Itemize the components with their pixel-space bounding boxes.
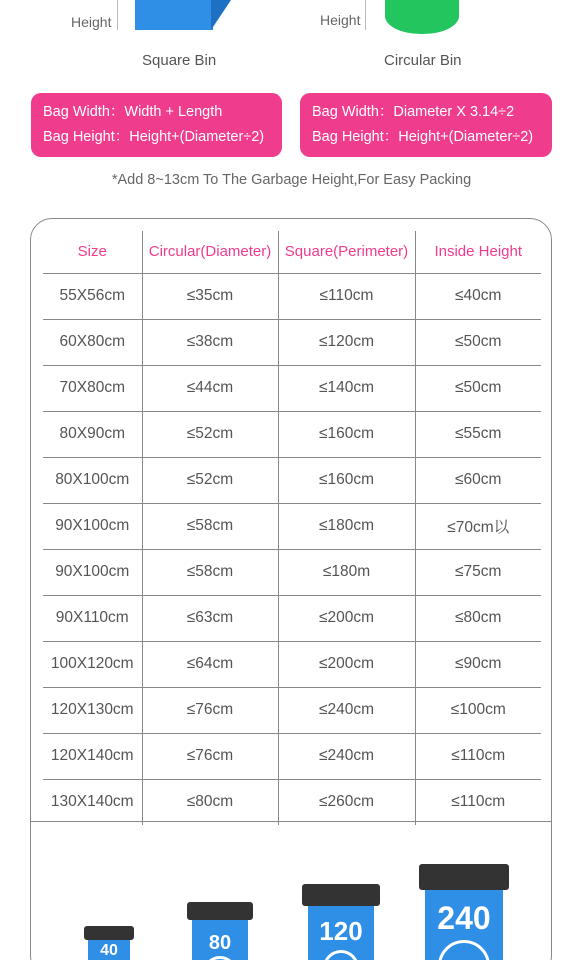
- cell-inside-height: ≤60cm: [415, 457, 541, 503]
- header-square: Square(Perimeter): [278, 231, 415, 273]
- square-bin-caption: Square Bin: [142, 52, 217, 69]
- cell-circular-diameter: ≤52cm: [142, 457, 278, 503]
- cell-size: 120X130cm: [43, 687, 142, 733]
- table-header-row: [43, 231, 541, 273]
- cell-square-perimeter: ≤240cm: [278, 733, 415, 779]
- cell-size: 70X80cm: [43, 365, 142, 411]
- cell-inside-height: ≤55cm: [415, 411, 541, 457]
- circular-bag-height-formula: Bag Height：Height+(Diameter÷2): [312, 129, 534, 145]
- cell-size: 120X140cm: [43, 733, 142, 779]
- header-size: Size: [43, 231, 142, 273]
- cell-square-perimeter: ≤120cm: [278, 319, 415, 365]
- cell-circular-diameter: ≤35cm: [142, 273, 278, 319]
- square-bin-height-line: [117, 0, 118, 30]
- circular-bag-width-formula: Bag Width：Diameter X 3.14÷2: [312, 104, 515, 120]
- cell-square-perimeter: ≤180m: [278, 549, 415, 595]
- table-row: [43, 595, 541, 641]
- cell-size: 55X56cm: [43, 273, 142, 319]
- cell-square-perimeter: ≤140cm: [278, 365, 415, 411]
- cell-inside-height: ≤110cm: [415, 733, 541, 779]
- cell-square-perimeter: ≤110cm: [278, 273, 415, 319]
- cell-size: 90X100cm: [43, 503, 142, 549]
- header-inside-height: Inside Height: [415, 231, 541, 273]
- cell-inside-height: ≤80cm: [415, 595, 541, 641]
- cell-inside-height: ≤110cm: [415, 779, 541, 825]
- cell-inside-height: ≤90cm: [415, 641, 541, 687]
- cell-square-perimeter: ≤240cm: [278, 687, 415, 733]
- packing-note: *Add 8~13cm To The Garbage Height,For Easy Packing: [111, 172, 472, 188]
- cell-circular-diameter: ≤64cm: [142, 641, 278, 687]
- square-bin-height-label: Height: [71, 14, 112, 30]
- square-bin-icon: [135, 0, 213, 30]
- cell-square-perimeter: ≤200cm: [278, 641, 415, 687]
- cell-size: 90X100cm: [43, 549, 142, 595]
- size-table-container: [30, 218, 552, 960]
- cell-circular-diameter: ≤52cm: [142, 411, 278, 457]
- cell-square-perimeter: ≤160cm: [278, 411, 415, 457]
- cell-size: 100X120cm: [43, 641, 142, 687]
- cell-inside-height: ≤75cm: [415, 549, 541, 595]
- table-row: [43, 273, 541, 319]
- bin-illustration: [0, 0, 583, 80]
- circular-bag-formula: [300, 93, 552, 157]
- table-row: [43, 319, 541, 365]
- table-row: [43, 687, 541, 733]
- cell-circular-diameter: ≤63cm: [142, 595, 278, 641]
- circular-bin-icon: [385, 0, 459, 34]
- bin-lid-icon: [84, 926, 134, 940]
- table-row: [43, 365, 541, 411]
- bin-size-label: 80: [208, 932, 232, 954]
- cell-inside-height: ≤50cm: [415, 319, 541, 365]
- circular-bin-caption: Circular Bin: [384, 52, 462, 69]
- bin-size-label: 240: [437, 900, 491, 936]
- bin-lid-icon: [187, 902, 253, 920]
- square-bag-formula: [31, 93, 282, 157]
- cell-size: 80X90cm: [43, 411, 142, 457]
- table-row: [43, 457, 541, 503]
- bin-lid-icon: [302, 884, 380, 906]
- table-row: [43, 549, 541, 595]
- cell-circular-diameter: ≤80cm: [142, 779, 278, 825]
- table-row: [43, 779, 541, 825]
- cell-circular-diameter: ≤58cm: [142, 549, 278, 595]
- table-row: [43, 641, 541, 687]
- cell-inside-height: ≤40cm: [415, 273, 541, 319]
- cell-inside-height: ≤50cm: [415, 365, 541, 411]
- table-row: [43, 503, 541, 549]
- table-row: [43, 733, 541, 779]
- cell-circular-diameter: ≤58cm: [142, 503, 278, 549]
- cell-size: 60X80cm: [43, 319, 142, 365]
- cell-circular-diameter: ≤38cm: [142, 319, 278, 365]
- table-row: [43, 411, 541, 457]
- cell-inside-height: ≤100cm: [415, 687, 541, 733]
- cell-square-perimeter: ≤160cm: [278, 457, 415, 503]
- cell-square-perimeter: ≤260cm: [278, 779, 415, 825]
- cell-square-perimeter: ≤180cm: [278, 503, 415, 549]
- circular-bin-height-line: [365, 0, 366, 30]
- cell-circular-diameter: ≤44cm: [142, 365, 278, 411]
- square-bin-side-icon: [211, 0, 231, 30]
- cell-size: 80X100cm: [43, 457, 142, 503]
- bin-lid-icon: [419, 864, 509, 890]
- header-circular: Circular(Diameter): [142, 231, 278, 273]
- bin-size-label: 120: [319, 916, 363, 946]
- cell-size: 130X140cm: [50, 793, 134, 811]
- size-table: [43, 231, 541, 825]
- circular-bin-height-label: Height: [320, 12, 361, 28]
- bin-size-label: 40: [100, 942, 118, 959]
- cell-square-perimeter: ≤200cm: [278, 595, 415, 641]
- square-bag-width-formula: Bag Width：Width + Length: [43, 104, 223, 120]
- cell-size: 90X110cm: [43, 595, 142, 641]
- table-divider: [31, 821, 551, 822]
- cell-circular-diameter: ≤76cm: [142, 687, 278, 733]
- cell-inside-height: ≤70cm以: [415, 503, 541, 549]
- cell-circular-diameter: ≤76cm: [142, 733, 278, 779]
- square-bag-height-formula: Bag Height：Height+(Diameter÷2): [43, 129, 265, 145]
